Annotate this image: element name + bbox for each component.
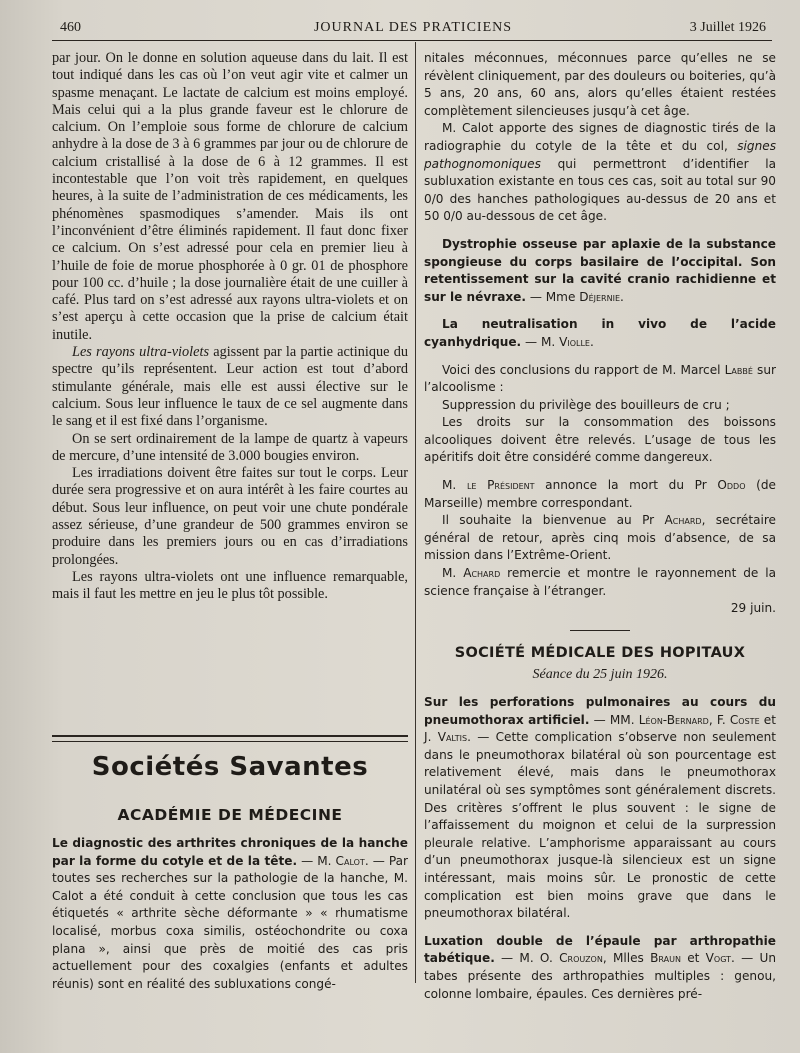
right-column [424,50,776,1003]
author-name: Labbé [724,362,753,377]
author-name: Valtis [437,730,468,745]
author-name: Achard [463,566,501,581]
article-paragraph: Le diagnostic des arthrites chroniques de la hanche par la forme du cotyle et de la tête. — M. Calot. — Par toutes ses recherches sur la pathologie de la hanche, M. Calot a été conduit à cette conclusion que tous les cas étiquetés « arthrite sèche déformante » « rhumatisme localisé, morbus coxa similis, ostéochondrite ou coxa plana », ainsi que près de moitié des cas pris actuellement pour des coxalgies (enfants et adultes réunis) sont en réalité des subluxations congé- [52,836,408,991]
paragraph: M. Achard remercie et montre le rayonnement de la science française à l’étranger. [424,566,776,598]
signature-date: 29 juin. [730,601,776,616]
paragraph: par jour. On le donne en solution aqueuse dans du lait. Il est tout indiqué dans les cas où l’on veut agir vite et calmer un spasme menaçant. Le lactate de calcium est moins employé. Mais celui qui a la plus grande faveur est le chlorure de calcium. On l’emploie sous forme de chlorure de calcium anhydre à la dose de 3 à 6 grammes par jour ou de chlorure de calcium cristallisé à la dose de 6 à 12 grammes. Il est incontestable que l’on voit très rapidement, en quelques heures, à la suite de l’administration de ces médicaments, les phénomènes spasmodiques s’amender. Mais ils ont l’inconvénient d’être éliminés rapidement. Il faut donc fixer ce calcium. On s’est adressé pour cela en premier lieu à l’huile de foie de morue phosphorée à 0 gr. 01 de phosphore pour 100 cc. d’huile ; la dose journalière était de une cuiller à café. Plus tard on s’est adressé aux rayons ultra-violets et on s’est aperçu à cette occasion que la prise de calcium était inutile. [52,50,408,343]
paragraph: On se sert ordinairement de la lampe de quartz à vapeurs de mercure, d’une intensité de 3.000 bougies environ. [52,430,408,464]
author-name: Braun [650,951,681,966]
article-title: Le diagnostic des arthrites chroniques de la hanche par la forme du cotyle et de la tête. [52,836,408,868]
article-title: Luxation double de l’épaule par arthropathie tabétique. [424,933,776,966]
paragraph: nitales méconnues, méconnues parce qu’elles ne se révèlent cliniquement, par des douleurs ou boiteries, qu’à 5 ans, 20 ans, 60 ans, alors qu’elles étaient restées complètement silencieuses jusqu’à cet âge. [424,51,776,118]
journal-title: JOURNAL DES PRATICIENS [313,20,513,35]
author-name: Vogt [705,951,732,966]
session-date: Séance du 25 juin 1926. [532,667,668,683]
divider [570,630,630,631]
author-name: Crouzon [559,951,603,966]
article-entry: Dystrophie osseuse par aplaxie de la substance spongieuse du corps basilaire de l’occipital. Son retentissement sur la cavité cranio rachidienne et sur le névraxe. — Mme Déjernie. [424,236,776,304]
column-divider [415,42,416,983]
author-name: Violle [559,334,590,349]
article-title: Sur les perforations pulmonaires au cours du pneumothorax artificiel. [424,695,776,727]
italic-phrase: Les rayons ultra-violets [72,344,210,361]
paragraph: Les rayons ultra-violets ont une influence remarquable, mais il faut les mettre en jeu le plus tôt possible. [52,568,408,603]
italic-phrase: signes pathognomoniques [424,138,776,171]
left-column [52,50,408,604]
paragraph: Les droits sur la consommation des boissons alcooliques doivent être relevés. L’usage de tous les apéritifs doit être considéré comme dangereux. [424,415,776,465]
paragraph: M. le Président annonce la mort du Pr Oddo (de Marseille) membre correspondant. [424,478,776,510]
academy-heading: ACADÉMIE DE MÉDECINE [117,806,343,824]
academy-article [52,835,408,993]
paragraph: Les irradiations doivent être faites sur tout le corps. Leur durée sera progressive et on aura intérêt à les faire courtes au début. Sous leur influence, on peut voir une chute pondérale assez sérieuse, d’une grandeur de 500 grammes environ se produire dans les premiers jours ou en cas d’irradiations prolongées. [52,465,408,568]
article-title: La neutralisation in vivo de l’acide cyanhydrique. [424,317,776,349]
section-rule [52,735,408,742]
society-heading: SOCIÉTÉ MÉDICALE DES HOPITAUX [454,644,746,661]
page-number: 460 [60,20,81,35]
author-name: Léon-Bernard, F. Coste [638,712,760,727]
article-entry: Luxation double de l’épaule par arthropathie tabétique. — M. O. Crouzon, Mlles Braun et Vogt. — Un tabes présente des arthropathies multiples : genou, colonne lombaire, épaules. Ces dernières pré- [424,933,776,1001]
paragraph: Voici des conclusions du rapport de M. Marcel Labbé sur l’alcoolisme : [424,362,776,395]
page-header [60,20,766,40]
article-entry: La neutralisation in vivo de l’acide cyanhydrique. — M. Violle. [424,317,776,349]
article-entry: Sur les perforations pulmonaires au cours du pneumothorax artificiel. — MM. Léon-Bernard, F. Coste et J. Valtis. — Cette complication s’observe non seulement dans le pneumothorax bilatéral où son pourcentage est relativement élevé, mais dans le pneumothorax unilatéral où ses symptômes sont généralement discrets. Des critères s’offrent le plus souvent : le signe de l’affaissement du moignon et celui de la surpression pleurale relative. L’amphorisme apparaissant au cours d’un pneumothorax jusque-là silencieux est un signe intéressant, mais moins sûr. Le pronostic de cette complication est bien moins grave que dans le pneumothorax bilatéral. [424,695,776,921]
author-name: Déjernie [579,289,621,304]
section-title: Sociétés Savantes [91,752,369,782]
header-rule [52,40,772,41]
author-name: Achard [664,513,702,528]
author-name: Oddo [717,478,746,493]
author-name: Calot [335,853,365,868]
paragraph: Il souhaite la bienvenue au Pr Achard, secrétaire général de retour, après cinq mois d’absence, de sa mission dans l’Extrême-Orient. [424,513,776,563]
paragraph: Les rayons ultra-violets agissent par la partie actinique du spectre qu’ils représentent. Leur action est tout d’abord stimulante générale, mais elle est aussi élective sur le calcium. Sous leur influence le taux de ce sel augmente dans le sang et il est fixé dans l’organisme. [52,344,408,430]
issue-date: 3 Juillet 1926 [689,20,766,35]
paragraph: Suppression du privilège des bouilleurs de cru ; [442,397,730,412]
paragraph: M. Calot apporte des signes de diagnostic tirés de la radiographie du cotyle de la tête et du col, signes pathognomoniques qui permettront d’identifier la subluxation existante en tous ces cas, soit au total sur 90 0/0 des hanches pathologiques au-dessus de 20 ans et 50 0/0 au-dessous de cet âge. [424,121,776,224]
article-title: Dystrophie osseuse par aplaxie de la substance spongieuse du corps basilaire de l’occipital. Son retentissement sur la cavité cranio rachidienne et sur le névraxe. [424,236,776,304]
